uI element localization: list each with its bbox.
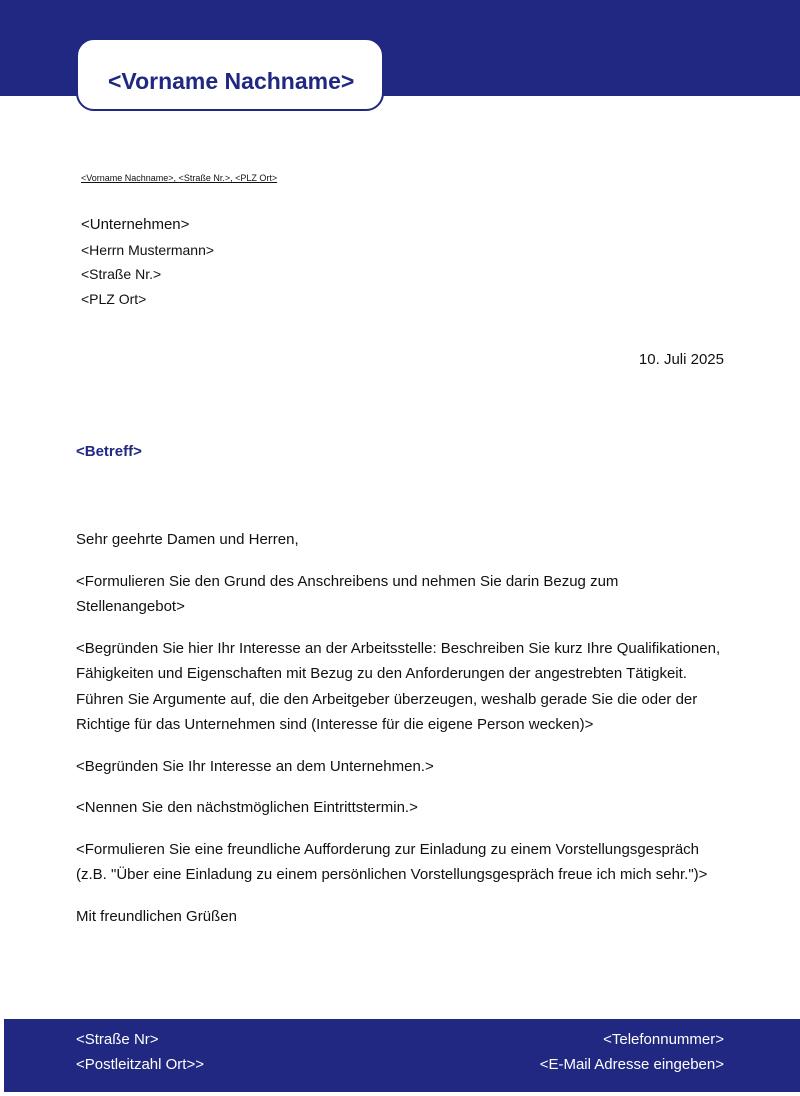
- letter-salutation: Sehr geehrte Damen und Herren,: [76, 531, 299, 548]
- footer-email: <E-Mail Adresse eingeben>: [539, 1056, 724, 1073]
- sender-name-title: <Vorname Nachname>: [108, 68, 355, 94]
- footer-address: [76, 1027, 204, 1077]
- letter-body: [76, 527, 726, 945]
- letter-date: 10. Juli 2025: [638, 351, 724, 368]
- footer-bar: [4, 1019, 800, 1092]
- letter-closing: Mit freundlichen Grüßen: [76, 907, 237, 925]
- name-box: [76, 38, 384, 111]
- footer-street: <Straße Nr>: [76, 1031, 159, 1048]
- recipient-company: <Unternehmen>: [81, 216, 190, 233]
- recipient-street: <Straße Nr.>: [81, 266, 162, 282]
- letter-paragraph: <Begründen Sie Ihr Interesse an dem Unternehmen.>: [76, 757, 434, 775]
- footer-postal-city: <Postleitzahl Ort>>: [76, 1056, 204, 1073]
- footer-contact: [540, 1027, 724, 1077]
- letter-paragraph: <Formulieren Sie eine freundliche Aufforderung zur Einladung zu einem Vorstellungsgespräch (z.B. "Über eine Einladung zu einem persönlichen Vorstellungsgespräch freue ich mich sehr.")>: [76, 840, 708, 883]
- recipient-city: <PLZ Ort>: [81, 290, 147, 307]
- letter-subject: <Betreff>: [76, 443, 142, 460]
- letter-paragraph: <Nennen Sie den nächstmöglichen Eintrittstermin.>: [76, 799, 418, 816]
- footer-phone: <Telefonnummer>: [603, 1031, 724, 1048]
- sender-address-line: <Vorname Nachname>, <Straße Nr.>, <PLZ Ort>: [81, 173, 278, 183]
- letter-paragraph: <Formulieren Sie den Grund des Anschreibens und nehmen Sie darin Bezug zum Stellenangebot>: [76, 572, 619, 615]
- letter-paragraph: <Begründen Sie hier Ihr Interesse an der Arbeitsstelle: Beschreiben Sie kurz Ihre Qualifikationen, Fähigkeiten und Eigenschaften mit Bezug zu den Anforderungen der angestrebten Tätigkeit. Führen Sie Argumente auf, die den Arbeitgeber überzeugen, weshalb gerade Sie die oder der Richtige für das Unternehmen sind (Interesse für die eigene Person wecken)>: [76, 639, 721, 733]
- recipient-address-block: [81, 214, 214, 312]
- recipient-person: <Herrn Mustermann>: [81, 241, 215, 258]
